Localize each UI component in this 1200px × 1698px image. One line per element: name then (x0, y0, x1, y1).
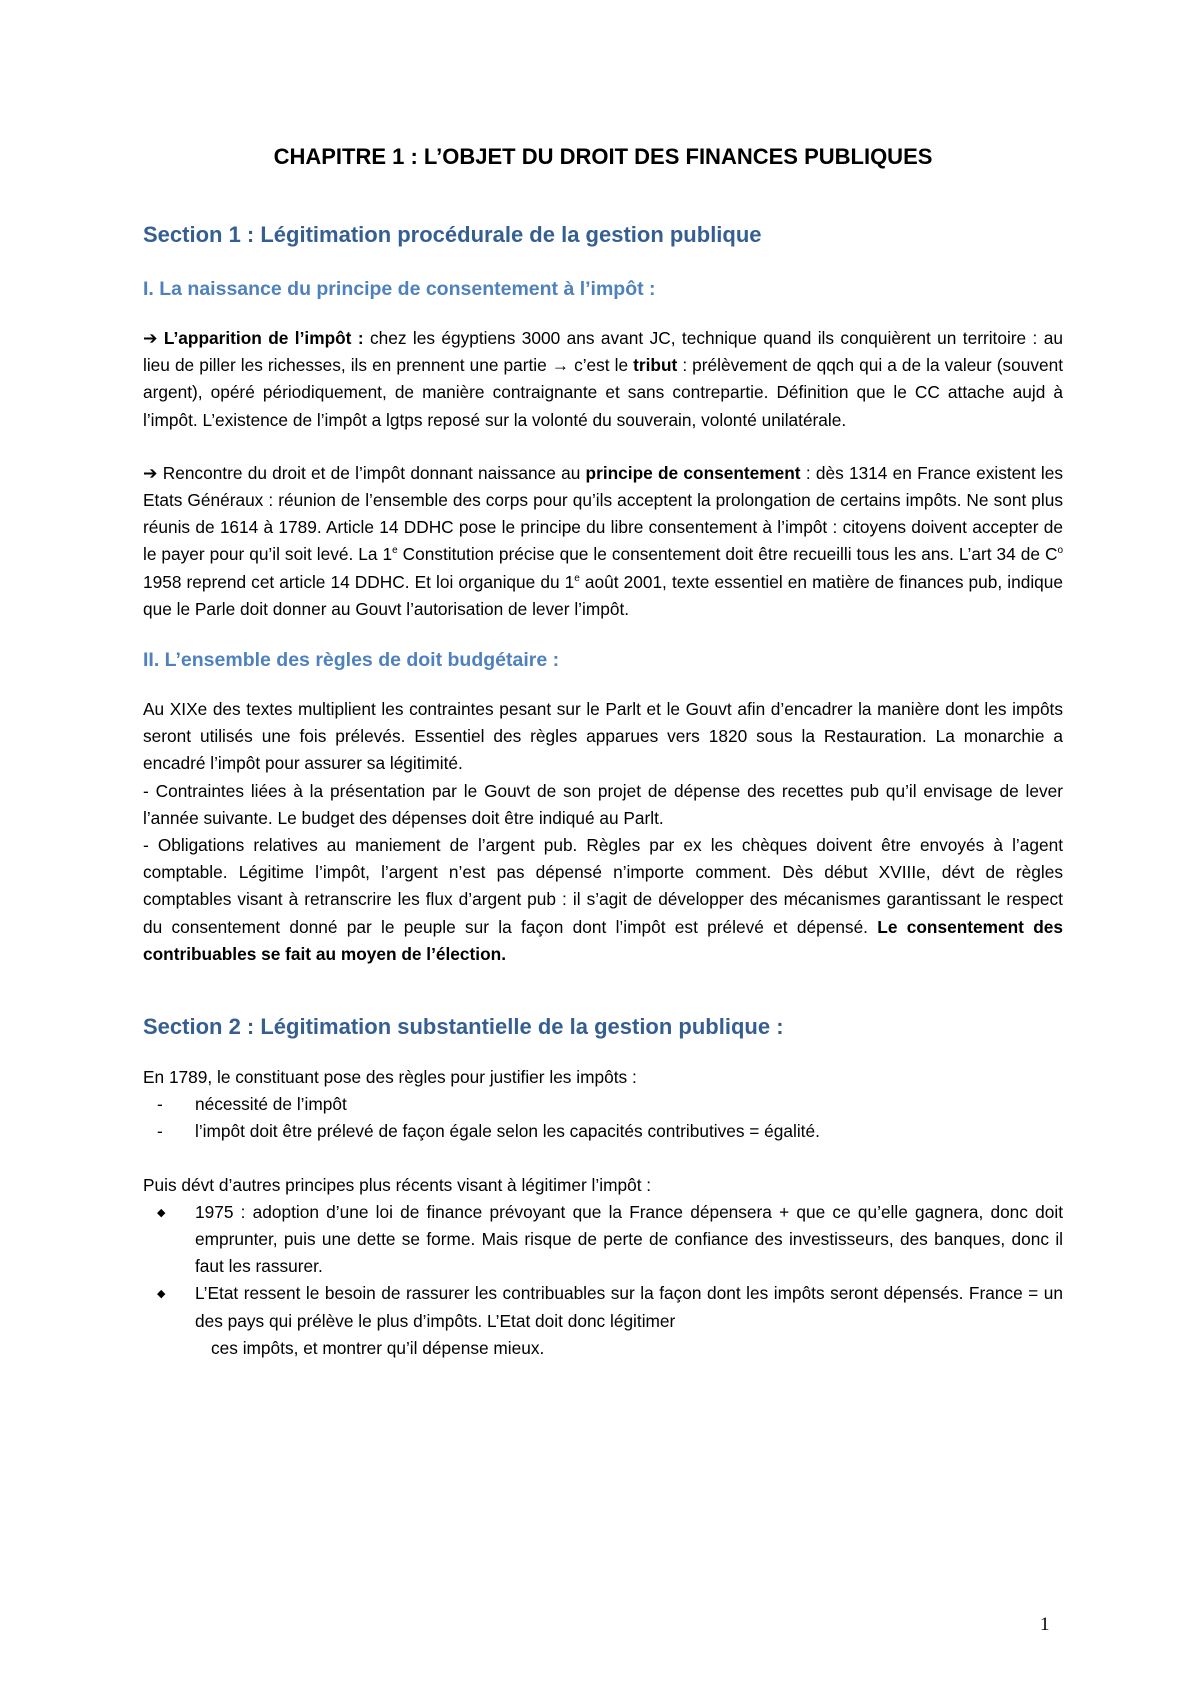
superscript: e (392, 545, 398, 557)
text-run: août 2001, texte essentiel en matière de finances pub, indique que le Parle doit donner au Gouvt l’autorisation de lever l’impôt. (143, 571, 1063, 619)
subsection-2-heading: II. L’ensemble des règles de doit budgétaire : (143, 649, 560, 672)
dash-marker: - (157, 1121, 163, 1142)
text-run: : dès 1314 en France existent les Etats Généraux : réunion de l’ensemble des corps pour qu’ils acceptent la prolongation de certains impôts. Ne sont plus réunis de 1614 à 1789. Article 14 DDHC pose le principe du libre consentement à l’impôt : citoyens doivent accepter de le payer pour qu’il soit levé. La 1 (143, 462, 1064, 565)
superscript: o (1057, 545, 1063, 557)
bold-term: tribut (633, 355, 678, 376)
paragraph-contraintes: - Contraintes liées à la présentation par le Gouvt de son projet de dépense des recettes pub qu’il envisage de lever l’année suivante. Le budget des dépenses doit être indiqué au Parlt. (143, 780, 1063, 828)
paragraph-puis: Puis dévt d’autres principes plus récents visant à légitimer l’impôt : (143, 1174, 652, 1195)
continuation-text: ces impôts, et montrer qu’il dépense mieux. (211, 1337, 545, 1358)
section-1-heading: Section 1 : Légitimation procédurale de la gestion publique (143, 222, 762, 247)
list-item-text: 1975 : adoption d’une loi de finance prévoyant que la France dépensera + que ce qu’elle gagnera, donc doit emprunter, puis une dette se forme. Mais risque de perte de confiance des investisseurs, des banques, donc il faut les rassurer. (195, 1201, 1063, 1277)
text-run: - Obligations relatives au maniement de l’argent pub. Règles par ex les chèques doivent être envoyés à l’agent comptable. Légitime l’impôt, l’argent n’est pas dépensé n’importe comment. Dès début XVIIIe, dévt de règles comptables visant à retranscrire les flux d’argent pub : il s’agit de développer des mécanismes garantissant le respect du consentement donné par le peuple sur la façon dont l’impôt est prélevé et dépensé. (143, 835, 1063, 937)
list-continuation (143, 1335, 1063, 1362)
text-run: Rencontre du droit et de l’impôt donnant naissance au (162, 462, 586, 483)
paragraph-1789: En 1789, le constituant pose des règles pour justifier les impôts : (143, 1067, 637, 1088)
list-item (143, 1199, 1063, 1281)
list-item-text: l’impôt doit être prélevé de façon égale selon les capacités contributives = égalité. (195, 1121, 820, 1142)
section-2-heading: Section 2 : Légitimation substantielle de la gestion publique : (143, 1014, 784, 1040)
list-item-text: L’Etat ressent le besoin de rassurer les contribuables sur la façon dont les impôts seront dépensés. France = un des pays qui prélève le plus d’impôts. L’Etat doit donc légitimer (195, 1283, 1063, 1331)
text-run: Constitution précise que le consentement doit être recueilli tous les ans. L’art 34 de C (397, 544, 1058, 565)
diamond-bullet-icon: ◆ (157, 1288, 166, 1301)
bullet-list (143, 1199, 1063, 1335)
list-item (143, 1118, 1063, 1145)
page-content (143, 144, 1063, 1388)
paragraph-obligations (143, 832, 1063, 968)
dash-marker: - (157, 1094, 163, 1115)
chapter-title: CHAPITRE 1 : L’OBJET DU DROIT DES FINANCES PUBLIQUES (273, 144, 933, 169)
arrow-icon: ➔ (143, 328, 164, 348)
page-number: 1 (1040, 1614, 1050, 1635)
diamond-bullet-icon: ◆ (157, 1206, 166, 1219)
arrow-icon: → (551, 355, 570, 376)
bold-lead: L’apparition de l’impôt : (163, 328, 364, 348)
list-item (143, 1091, 1063, 1118)
text-run: 1958 reprend cet article 14 DDHC. Et loi organique du 1 (143, 571, 575, 592)
list-item (143, 1280, 1063, 1334)
text-run: chez les égyptiens 3000 ans avant JC, technique quand ils conquièrent un territoire : au lieu de piller les richesses, ils en prennent une partie (143, 328, 1063, 376)
list-item-text: nécessité de l’impôt (195, 1094, 347, 1115)
paragraph-principe-consentement (143, 460, 1063, 623)
text-run: c’est le (569, 355, 634, 376)
paragraph-apparition-impot (143, 325, 1063, 434)
bold-term: principe de consentement (585, 462, 801, 483)
superscript: e (574, 572, 580, 584)
paragraph-xixe: Au XIXe des textes multiplient les contraintes pesant sur le Parlt et le Gouvt afin d’encadrer la manière dont les impôts seront utilisés une fois prélevés. Essentiel des règles apparues vers 1820 sous la Restauration. La monarchie a encadré l’impôt pour assurer sa légitimité. (143, 699, 1063, 774)
bold-sentence: Le consentement des contribuables se fait au moyen de l’élection. (143, 916, 1064, 964)
dash-list (143, 1091, 1063, 1145)
arrow-icon: ➔ (143, 462, 163, 483)
text-run: : prélèvement de qqch qui a de la valeur (souvent argent), opéré périodiquement, de manière contraignante et sans contrepartie. Définition que le CC attache aujd à l’impôt. L’existence de l’impôt a lgtps reposé sur la volonté du souverain, volonté unilatérale. (143, 355, 1063, 430)
subsection-1-heading: I. La naissance du principe de consentement à l’impôt : (143, 278, 656, 300)
